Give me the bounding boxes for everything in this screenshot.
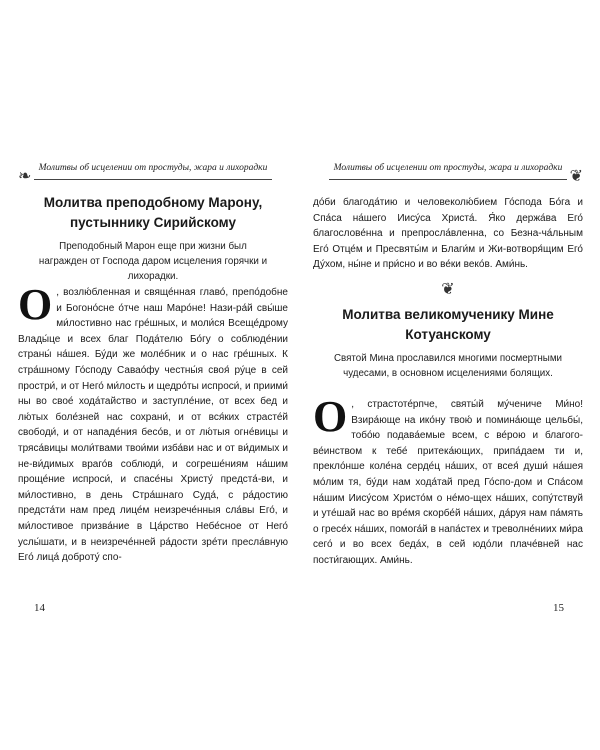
continuation-text: до́би благода́тию и человеколю́бием Го́спода Бо́га и Спа́са на́шего Иису́са Христа́. Я́ко держа́ва Его́ благослове́нна и препросла́вленна, со Безна-ча́льным Его́ Отце́м и Пресвяты́м и Благи́м и Жи-вотворя́щим Его́ Ду́хом, ны́не и при́сно и во ве́ки веко́в. Ами́нь. [313,197,583,271]
prayer-text: , страстоте́рпче, святы́й му́чениче Ми́но! Взира́юще на ико́ну твою́ и помина́юще цельбы́, тобо́ю подава́емые всем, с ве́рою и благого-ве́инством к тебе́ притека́ющих, припа́даем ти и, прекло́нше коле́на серде́ц на́ших, от всея́ души́ на́шея мо́лим тя, бу́ди нам хода́тай пред Го́спо-дом и Спа́сом на́шим Иису́сом Христо́м о не́мо-щех на́ших, сопу́тствуй и уте́шай нас во вре́мя скорбе́й на́ших, да́руя нам па́мять о гресе́х на́ших, помога́й в напа́стех и треволне́ниих ми́ра сего́ и во всех беда́х, в сей юдо́ли плаче́вней нас пости́гающих. Ами́нь. [313,399,583,566]
running-head: Молитвы об исцелении от простуды, жара и лихорадки [333,163,563,173]
page-number: 15 [553,602,564,614]
flourish-right-icon: ❦ [569,168,583,185]
prayer-body [313,392,583,569]
drop-cap: О [18,280,53,329]
right-page [313,155,583,595]
ornament-icon: ❦ [441,281,455,298]
prayer-title: Молитва великомученику Мине Котуанскому [342,307,554,342]
running-head: Молитвы об исцелении от простуды, жара и лихорадки [38,163,268,173]
prayer-intro: Преподобный Марон еще при жизни был награжден от Господа даром исцеления горячки и лихорадки. [38,241,268,282]
header-rule [34,179,272,180]
prayer-intro: Святой Мина прославился многими посмертными чудесами, в основном исцелениями болящих. [333,353,563,379]
flourish-left-icon: ❧ [18,168,32,185]
prayer-body [18,280,288,566]
page-number: 14 [34,602,45,614]
prayer-text: , возлю́бленная и свяще́нная главо́, препо́добне и Богоно́сне о́тче наш Маро́не! Нази-ра́й свы́ше ми́лостивно нас гре́шных, и моли́ся Всеще́дрому Влады́це и всех благ Пода́телю Бо́гу о соблюде́нии страны́ на́шея. Бу́ди же моле́бник и о нас гре́шных. К стра́шному Го́споду Савао́фу честны́я своя́ ру́це в сей простри́, и от Него́ ми́лость и щедро́ты испроси́, и приими́ ны во свое́ хода́тайство и заступле́ние, от всех бед и лю́тых боле́зней нас сохрани́, и от вся́ких страсте́й свободи́, и от нападе́ния бесо́в, и от лю́тыя огне́вицы и тряса́вицы моли́твами твои́ми изба́ви нас и от ви́димых и не-ви́димых враго́в соблюди́, и согреше́ниям на́шим проще́ние испроси́, и спасе́ны Христу́ предста́-ви, и ми́лостивно, в день Стра́шнаго Суда́, с ра́достию предста́ти нам пред лице́м неизрече́нныя сла́вы Его́, и ми́лостивое призва́ние в Ца́рство Небе́сное от Него́ услы́шати, и в неизрече́нней ра́дости зре́ти пресла́вную Его́ лица́ доброту́ спо- [18,287,288,564]
drop-cap: О [313,392,348,441]
prayer-continuation [313,195,583,273]
left-page [18,155,288,595]
header-rule [329,179,567,180]
prayer-title: Молитва преподобному Марону, пустыннику Сирийскому [43,195,263,230]
